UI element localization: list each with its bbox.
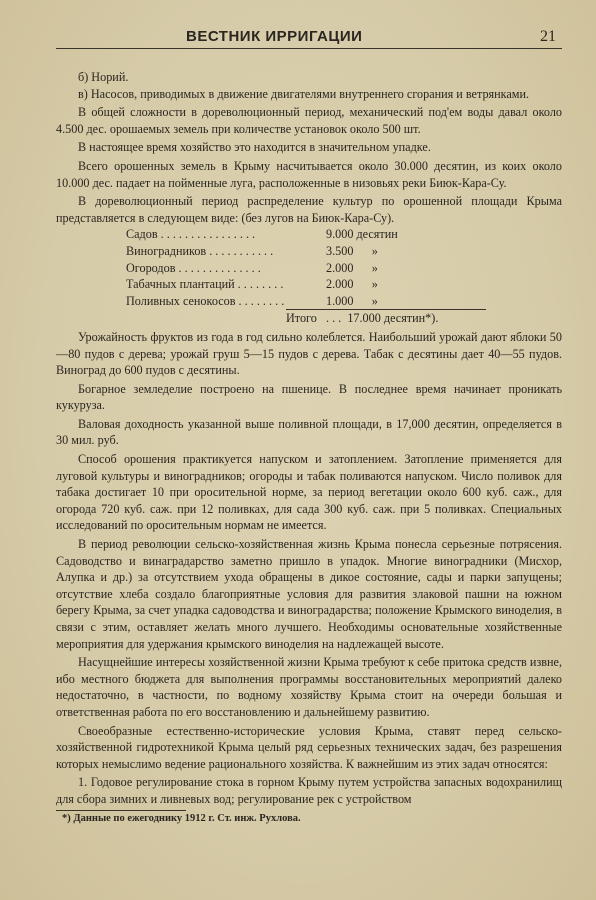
crop-distribution-table xyxy=(126,226,476,327)
crop-name: Поливных сенокосов . . . . . . . . xyxy=(126,293,285,308)
paragraph: В дореволюционный период распределение культур по орошенной площади Крыма представляется в следующем виде: (без лугов на Биюк-Кара-Су). xyxy=(56,194,562,225)
article-body xyxy=(56,69,562,826)
crop-name: Табачных плантаций . . . . . . . . xyxy=(126,277,284,292)
paragraph: Всего орошенных земель в Крыму насчитывается около 30.000 десятин, из коих около 10.000 дес. падает на пойменные луга, расположенные в низовьях реки Биюк-Кара-Су. xyxy=(56,158,562,190)
paragraph: 1. Годовое регулирование стока в горном Крыму путем устройства запасных водохранилищ для сбора зимних и ливневых вод; регулирование рек с устройством xyxy=(56,775,562,806)
paragraph: В общей сложности в дореволюционный период, механический под'ем воды давал около 4.500 дес. орошаемых земель при количестве установок около 500 шт. xyxy=(56,105,562,136)
crop-area: 3.500 » xyxy=(326,243,378,258)
footnote: *) Данные по ежегоднику 1912 г. Ст. инж. Рухлова. xyxy=(62,812,301,824)
paragraph: Урожайность фруктов из года в год сильно колеблется. Наибольший урожай дают яблоки 50—80 пудов с дерева; урожай груш 5—15 пудов с дерева. Табак с десятины дает 40—55 пудов. Виноград до 600 пудов с десятины. xyxy=(56,329,562,378)
crop-area: 2.000 » xyxy=(326,260,378,275)
table-total: Итого . . . 17.000 десятин*). xyxy=(286,309,486,327)
paragraph: б) Норий. xyxy=(78,70,129,84)
crop-name: Огородов . . . . . . . . . . . . . . xyxy=(126,260,261,275)
paragraph: Богарное земледелие построено на пшенице. В последнее время начинает проникать кукуруза. xyxy=(56,381,562,413)
crop-name: Виноградников . . . . . . . . . . . xyxy=(126,243,274,258)
footnote-divider xyxy=(56,810,186,811)
paragraph: Способ орошения практикуется напуском и затоплением. Затопление применяется для луговой культуры и виноградников; огороды и табак поливаются напуском. Число поливок для табака достигает 10 при оросительной норме, за период вегетации около 600 куб. саж., для огорода 720 куб. саж. при 12 поливках, для сада 300 куб. саж. при 5 поливках. Специальных исследований по оросительным нормам не имеется. xyxy=(56,452,562,533)
running-header xyxy=(56,26,562,49)
crop-area: 2.000 » xyxy=(326,277,378,292)
paragraph: в) Насосов, приводимых в движение двигателями внутреннего сгорания и ветрянками. xyxy=(78,86,530,101)
table-row xyxy=(126,260,476,277)
table-row xyxy=(126,276,476,293)
table-row xyxy=(126,243,476,260)
page-number: 21 xyxy=(540,28,556,45)
paragraph: Валовая доходность указанной выше поливной площади, в 17,000 десятин, определяется в 30 мил. руб. xyxy=(56,416,562,448)
table-row xyxy=(126,293,476,310)
crop-name: Садов . . . . . . . . . . . . . . . . xyxy=(126,227,256,242)
paragraph: Своеобразные естественно-исторические условия Крыма, ставят перед сельско-хозяйственной гидротехникой Крыма целый ряд серьезных технических задач, без разрешения которых немыслимо ведение рационального хозяйства. К важнейшим из этих задач относятся: xyxy=(56,723,562,771)
paragraph: В период революции сельско-хозяйственная жизнь Крыма понесла серьезные потрясения. Садоводство и винаградарство заметно пришло в упадок. Многие виноградники (Мисхор, Алупка и др.) за отсутствием ухода обращены в дикое состояние, сады и парки запущены; отсутствие хлеба создало благоприятные условия для развития злаковой пашни на южном берегу Крыма, за счет упадка садоводства и виноградарства; положение Крымского виноделия, в связи с этим, оставляет желать много лучшего. Необходимы основательные хозяйственные мероприятия для удержания крымского виноделия на надлежащей высоте. xyxy=(56,537,562,651)
table-row xyxy=(126,226,476,243)
crop-area: 1.000 » xyxy=(326,293,378,308)
crop-area: 9.000 десятин xyxy=(326,227,398,242)
paragraph: В настоящее время хозяйство это находится в значительном упадке. xyxy=(78,140,431,155)
paragraph: Насущнейшие интересы хозяйственной жизни Крыма требуют к себе притока средств извне, ибо местного бюджета для выполнения программы восстановительных мероприятий далеко недостаточно, в частности, по водному хозяйству Крыма стоит на очереди большая и ответственная работа по его восстановлению и дальнейшему развитию. xyxy=(56,655,562,719)
journal-title: ВЕСТНИК ИРРИГАЦИИ xyxy=(186,28,363,45)
